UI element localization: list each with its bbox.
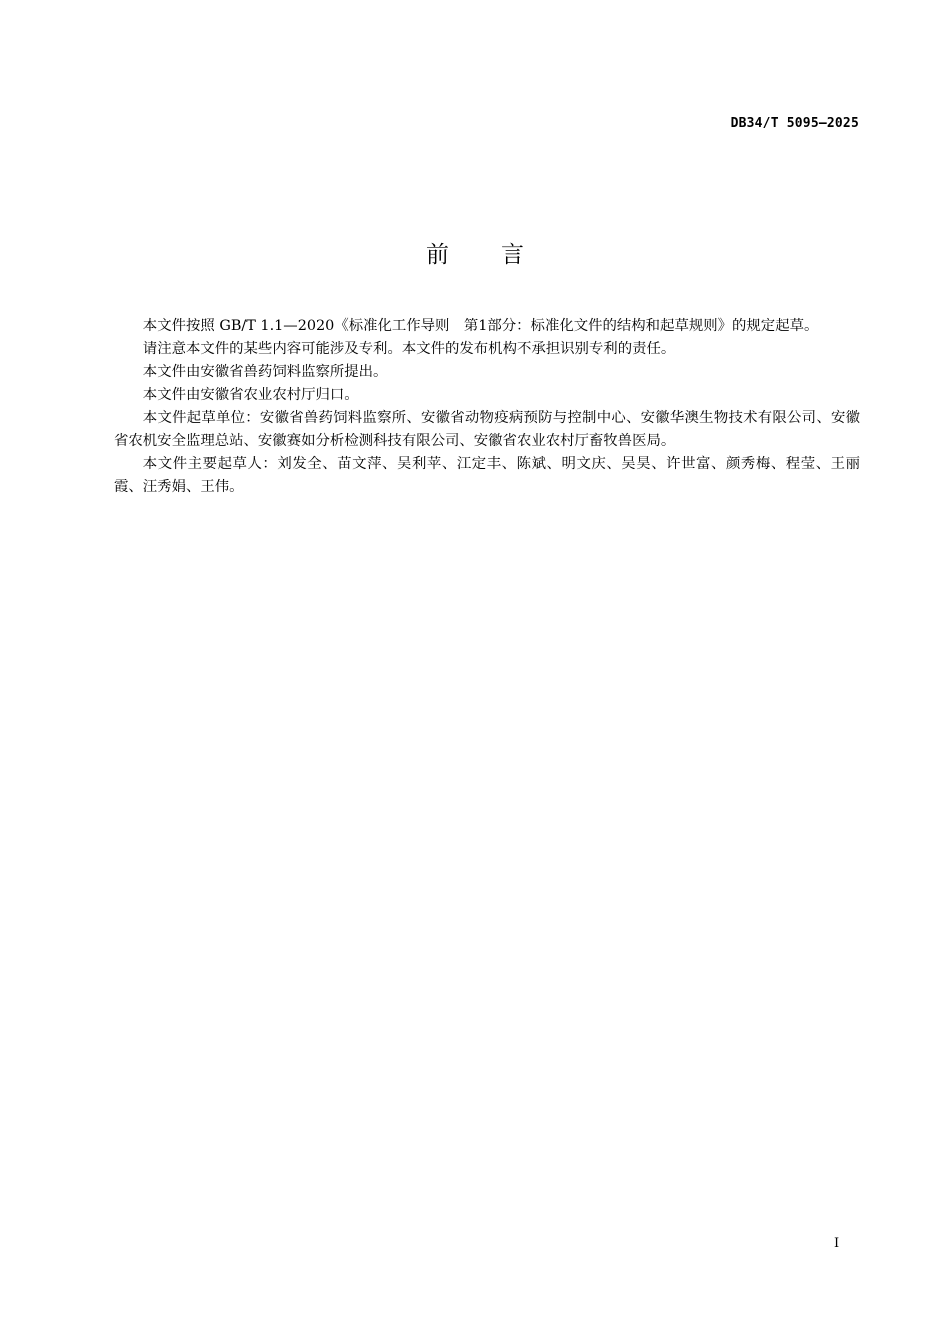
paragraph-proposer: 本文件由安徽省兽药饲料监察所提出。 — [142, 364, 388, 380]
page-number: I — [834, 1236, 840, 1251]
paragraph-drafters: 本文件主要起草人：刘发全、苗文萍、吴利苹、江定丰、陈斌、明文庆、吴昊、许世富、颜秀梅、程莹、王丽霞、汪秀娟、王伟。 — [114, 456, 860, 495]
paragraph-patent-notice: 请注意本文件的某些内容可能涉及专利。本文件的发布机构不承担识别专利的责任。 — [142, 341, 676, 357]
paragraph-drafting-rules: 本文件按照 GB/T 1.1—2020《标准化工作导则 第1部分：标准化文件的结构和起草规则》的规定起草。 — [142, 318, 819, 334]
paragraph-drafting-units: 本文件起草单位：安徽省兽药饲料监察所、安徽省动物疫病预防与控制中心、安徽华澳生物技术有限公司、安徽省农机安全监理总站、安徽赛如分析检测科技有限公司、安徽省农业农村厅畜牧兽医局。 — [114, 410, 860, 449]
foreword-body — [114, 315, 860, 499]
page-title: 前言 — [426, 242, 576, 268]
paragraph-centralized: 本文件由安徽省农业农村厅归口。 — [142, 387, 359, 403]
document-code: DB34/T 5095—2025 — [730, 116, 859, 131]
